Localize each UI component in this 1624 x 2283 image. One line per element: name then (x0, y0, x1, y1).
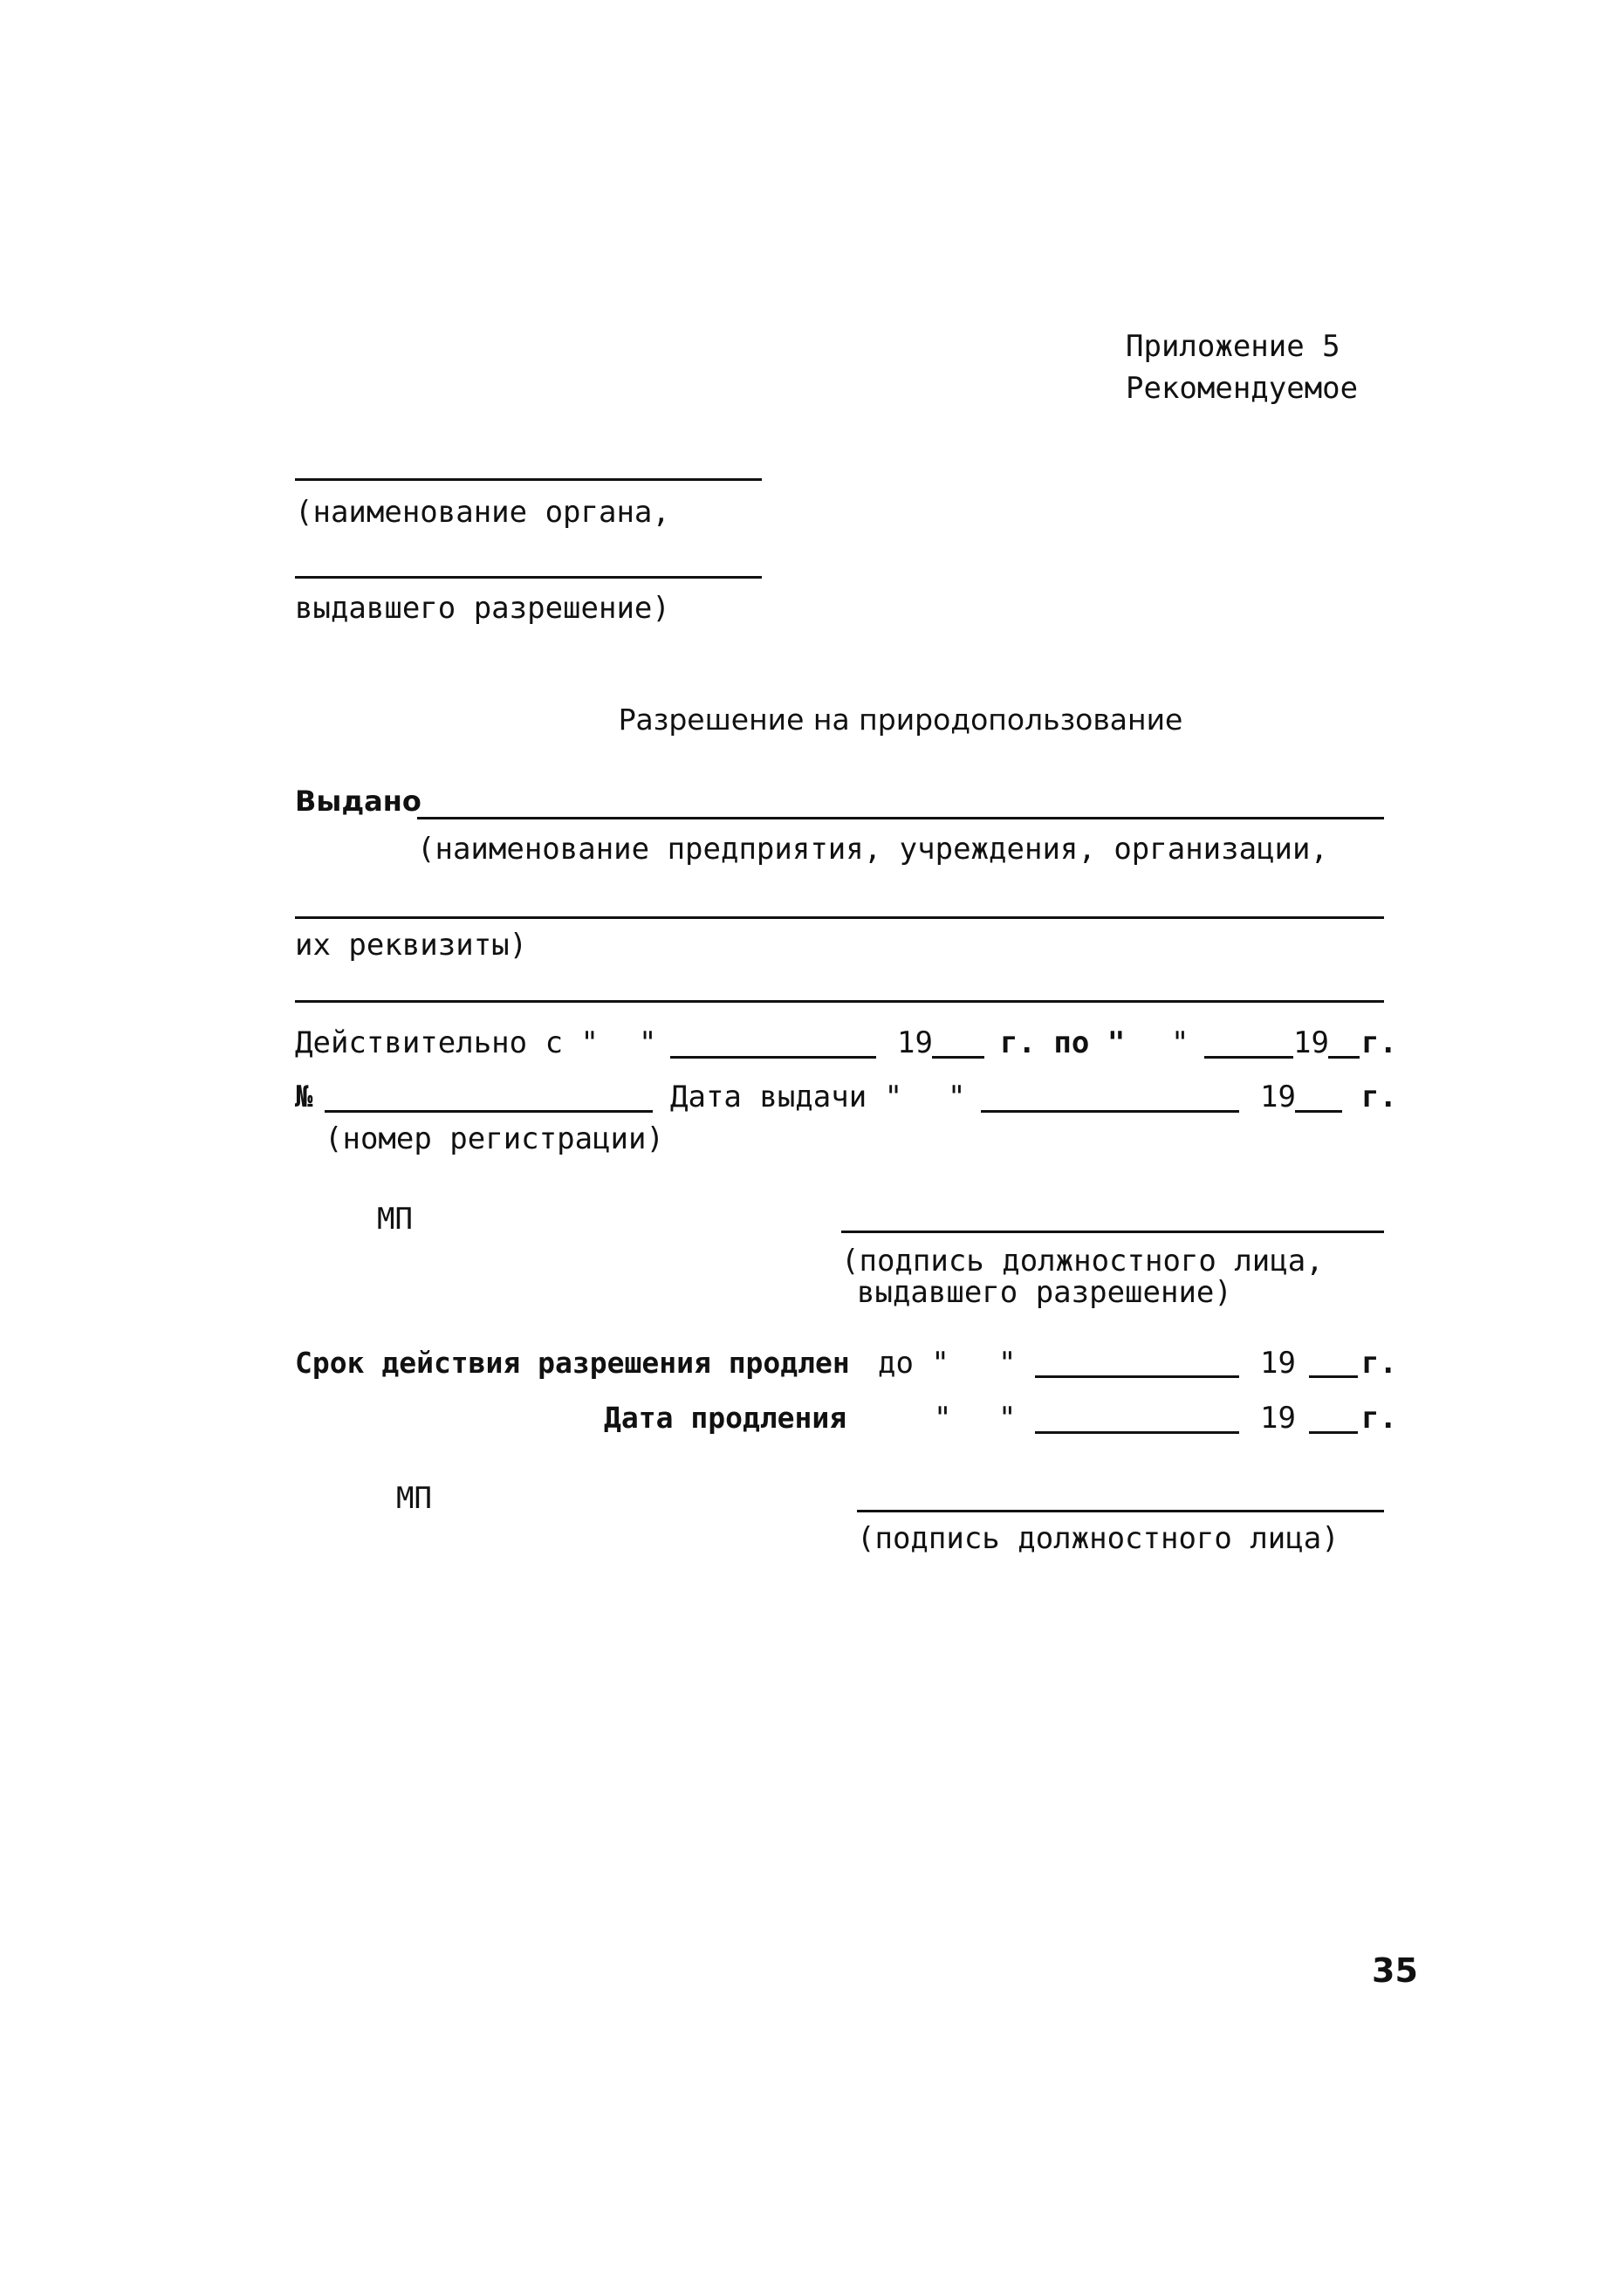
validity-month-1-line (670, 1056, 876, 1059)
extension-month-line (1035, 1375, 1239, 1378)
extension-until-label: до " (878, 1346, 949, 1381)
issue-date-quote-close: " (948, 1080, 966, 1114)
signature-1-caption-2: выдавшего разрешение) (857, 1275, 1232, 1310)
extension-date-quote-open: " (934, 1401, 952, 1436)
page-number: 35 (1372, 1951, 1418, 1990)
validity-year-2-line (1328, 1056, 1360, 1059)
issuer-caption-2: выдавшего разрешение) (295, 591, 670, 626)
signature-1-caption-1: (подпись должностного лица, (841, 1244, 1324, 1279)
issued-to-line-3 (295, 1000, 1384, 1003)
issue-date-month-line (981, 1110, 1239, 1113)
appendix-status: Рекомендуемое (1126, 371, 1359, 406)
validity-quote-close-1: " (639, 1025, 657, 1060)
issuer-line-2 (295, 576, 762, 579)
signature-1-line (841, 1231, 1384, 1233)
issued-to-caption-2: их реквизиты) (295, 928, 528, 963)
validity-month-2-line (1204, 1056, 1293, 1059)
issue-date-label: Дата выдачи " (670, 1080, 903, 1114)
registration-caption: (номер регистрации) (325, 1121, 664, 1156)
extension-year-line (1309, 1375, 1358, 1378)
issuer-caption-1: (наименование органа, (295, 495, 670, 530)
extension-date-g-end: г. (1361, 1401, 1397, 1436)
issued-to-line-2 (295, 916, 1384, 919)
issue-date-g-end: г. (1361, 1080, 1397, 1114)
stamp-2-mp: МП (396, 1481, 432, 1516)
validity-year-2: 19 (1293, 1025, 1329, 1060)
extension-year: 19 (1260, 1346, 1296, 1381)
extension-date-label: Дата продления (604, 1401, 847, 1435)
registration-number-sign: № (295, 1080, 313, 1114)
issued-to-label: Выдано (295, 785, 421, 818)
issuer-line-1 (295, 478, 762, 481)
appendix-number: Приложение 5 (1126, 329, 1340, 364)
registration-number-line (325, 1110, 653, 1113)
validity-year-1-line (932, 1056, 984, 1059)
stamp-1-mp: МП (377, 1202, 413, 1237)
extension-date-month-line (1035, 1431, 1239, 1434)
extension-date-year: 19 (1260, 1401, 1296, 1436)
signature-2-line (857, 1510, 1384, 1512)
document-title: Разрешение на природопользование (618, 703, 1183, 737)
issued-to-caption: (наименование предприятия, учреждения, организации, (417, 832, 1328, 867)
validity-quote-close-2: " (1171, 1025, 1189, 1060)
validity-year-1: 19 (897, 1025, 933, 1060)
extension-quote-close: " (998, 1346, 1017, 1381)
extension-label: Срок действия разрешения продлен (295, 1346, 850, 1380)
extension-date-quote-close: " (998, 1401, 1017, 1436)
extension-g-end: г. (1361, 1346, 1397, 1381)
issued-to-line (417, 817, 1384, 819)
validity-g-end: г. (1361, 1025, 1397, 1060)
issue-date-year-line (1295, 1110, 1342, 1113)
validity-label: Действительно с " (295, 1025, 599, 1060)
issue-date-year: 19 (1260, 1080, 1296, 1114)
extension-date-year-line (1309, 1431, 1358, 1434)
signature-2-caption: (подпись должностного лица) (857, 1521, 1340, 1556)
validity-to-label: г. по " (1000, 1025, 1126, 1060)
